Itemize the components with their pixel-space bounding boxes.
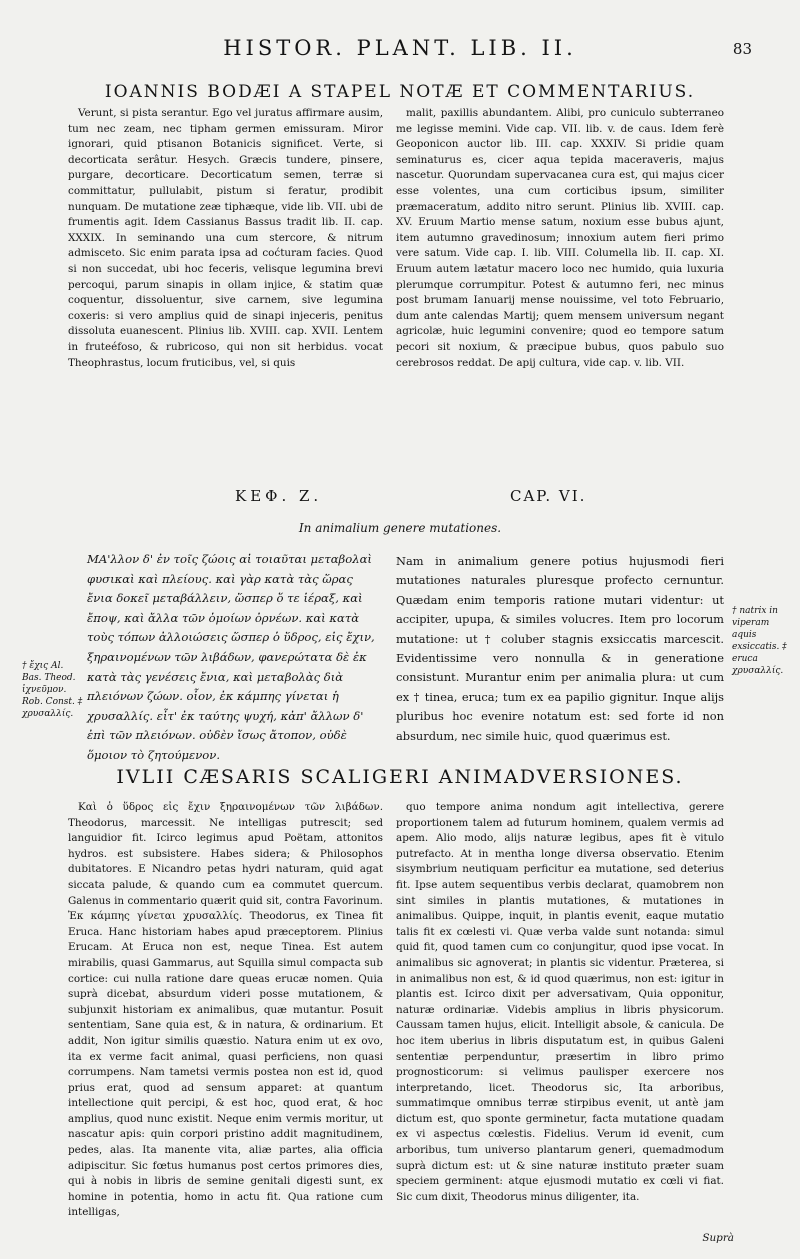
greek-text-block xyxy=(87,550,382,762)
commentary-left-column xyxy=(68,106,383,476)
latin-chapter-heading: CAP. VI. xyxy=(510,487,587,505)
scaliger-heading: IVLII CÆSARIS SCALIGERI ANIMADVERSIONES. xyxy=(116,766,684,788)
catchword: Suprà xyxy=(702,1232,734,1244)
greek-text: ΜΑ'λλον δ' ἐν τοῖς ζώοις αἱ τοιαῦται μεταβολαὶ φυσικαὶ καὶ πλείους. καὶ γὰρ κατὰ τὰς ὥρας ἔνια δοκεῖ μεταβάλλειν, ὥσπερ ὅ τε ἱέραξ, καὶ ἔποψ, καὶ ἄλλα τῶν ὁμοίων ὀρνέων. καὶ κατὰ τοὺς τόπων ἀλλοιώσεις ὥσπερ ὁ ὕδρος, εἰς ἔχιν, ξηραινομένων τῶν λιβάδων, φανερώτατα δὲ ἐκ κατὰ τὰς γενέσεις ἔνια, καὶ μεταβολὰς διὰ πλειόνων ζώων. οἷον, ἐκ κάμπης γίνεται ἡ χρυσαλλίς. εἶτ' ἐκ ταύτης ψυχή, κἀπ' ἄλλων δ' ἐπὶ τῶν πλειόνων. οὐδὲν ἴσως ἄτοπον, οὐδὲ ὅμοιον τὸ ζητούμενον. xyxy=(87,552,375,762)
scaliger-right-text: quo tempore anima nondum agit intellectiva, gerere proportionem talem ad futurum hominem, qualem vermis ad apem. Alio modo, alijs naturæ legibus, apes fit è vitulo putrefacto. At in mentha longe diversa observatio. Etenim sisymbrium neutiquam perficitur ea mutatione, sed deterius fit. Ipse autem sequentibus verbis declarat, quamobrem non sint similes in plantis mutationes, & mutationes in animalibus. Quippe, inquit, in plantis evenit, eaque mutatio talis fit ex cœlesti vi. Quæ verba valde sunt notanda: simul quid fit, quod tamen cum co conjungitur, quod ipse vocat. In animalibus sic agnoverat; in plantis sic videntur. Præterea, si in animalibus non est, & id quod quærimus, non est: igitur in plantis est. Icirco dixit per adversativam, Quia opponitur, naturæ ordinariæ. Videbis amplius in libris physicorum. Caussam tamen hujus, elicit. Intelligit absole, & canicula. De hoc item uberius in libris disputatum est, in quibus Galeni sententiæ perpenduntur, præsertim in libro primo prognosticorum: si velimus paulisper exercere nos interpretando, licet. Theodorus sic, Ita arboribus, summatimque omnibus terræ stirpibus evenit, ut antè jam dictum est, quo sponte germinetur, facta mutatione quadam ex vi aspectus cœlestis. Fidelius. Verum id evenit, cum arboribus, tum universo plantarum generi, quemadmodum suprà dictum est: ut & sine naturæ instituto præter suam speciem germinent: atque ejusmodi mutatio ex cœli vi fiat. Sic cum dixit, Theodorus minus diligenter, ita. xyxy=(396,801,724,1203)
latin-text-block xyxy=(396,552,724,752)
scaliger-left-column xyxy=(68,800,383,1228)
left-margin-note: † ἔχις Al. Bas. Theod. ἰχνεῦμον. Rob. Const. ‡ χρυσαλλίς. xyxy=(22,661,83,719)
commentary-heading: IOANNIS BODÆI A STAPEL NOTÆ ET COMMENTARIUS. xyxy=(104,82,696,102)
greek-chapter-heading: ΚΕΦ. Ζ. xyxy=(235,487,323,505)
chapter-subtitle: In animalium genere mutationes. xyxy=(298,521,502,535)
commentary-right-column xyxy=(396,106,724,476)
commentary-left-text: Verunt, si pista serantur. Ego vel juratus affirmare ausim, tum nec zeam, nec tipham germen emissuram. Miror ignorari, quid ptisanon Botanicis significet. Verte, si decorticata serâtur. Hesych. Græcis tundere, pinsere, purgare, decorticare. Decorticatum semen, terræ si committatur, pullulabit, pistum si feratur, prodibit nunquam. De mutatione zeæ tiphæque, vide lib. VII. ubi de frumentis agit. Idem Cassianus Bassus tradit lib. II. cap. XXXIX. In seminando una cum stercore, & nitrum admisceto. Sic enim parata ipsa ad coćturam facies. Quod si non succedat, ubi hoc feceris, velisque legumina brevi percoqui, parum sinapis in ollam injice, & statim quæ coquentur, dissoluentur, sive carnem, sive legumina coxeris: si vero amplius quid de sinapi injeceris, penitus dissoluta euanescent. Plinius lib. XVIII. cap. XVII. Lentem in fruteéfoso, & rubricoso, qui non sit herbidus. vocat Theophrastus, locum fruticibus, vel, si quis xyxy=(68,107,383,369)
commentary-right-text: malit, paxillis abundantem. Alibi, pro cuniculo subterraneo me legisse memini. Vide cap. VII. lib. v. de caus. Idem ferè Geoponicon auctor lib. III. cap. XXXIV. Si pridie quam seminaturus es, cicer aqua tepida maceraveris, majus nascetur. Quorundam supervacanea cura est, qui majus cicer esse volentes, una cum corticibus ipsum, similiter præmaceratum, addito nitro serunt. Plinius lib. XVIII. cap. XV. Eruum Martio mense satum, noxium esse bubus ajunt, item autumno gravedinosum; innoxium autem fieri primo vere satum. Vide cap. I. lib. VIII. Columella lib. II. cap. XI. Eruum autem lætatur macero loco nec humido, quia luxuria plerumque corrumpitur. Potest & autumno feri, nec minus post brumam Ianuarij mense nouissime, vel toto Februario, dum ante calendas Martij; quem mensem universum negant agricolæ, huic legumini convenire; quod eo tempore satum pecori sit noxium, & præcipue bubus, quos pabulo suo cerebrosos reddat. De apij cultura, vide cap. v. lib. VII. xyxy=(396,107,724,369)
running-title: HISTOR. PLANT. LIB. II. xyxy=(223,36,577,60)
scaliger-left-text: Kαὶ ὁ ὕδρος εἰς ἔχιν ξηραινομένων τῶν λιβάδων. Theodorus, marcessit. Ne intelligas putrescit; sed languidior fit. Icirco legimus apud Poëtam, attonitos hydros. est subsistere. Habes sidera; & Philosophos dubitatores. E Nicandro petas hydri naturam, quid agat siccata palude, & quando cum ea commutet quercum. Galenus in commentario quærit quid sit, contra Favorinum. Ἐκ κάμπης γίνεται χρυσαλλίς. Theodorus, ex Tinea fit Eruca. Hanc historiam habes apud præceptorem. Plinius Erucam. At Eruca non est, neque Tinea. Est autem mirabilis, quasi Gammarus, aut Squilla simul compacta sub cortice: cui nulla ratione dare queas erucæ nomen. Quia suprà dicebat, absurdum videri posse mutationem, & subjunxit historiam ex animalibus, quæ mutantur. Posuit sententiam, Sane quia est, & in natura, & ordinarium. Et addit, Non igitur similis quæstio. Natura enim ut ex ovo, ita ex verme facit animal, quasi perficiens, non quasi corrumpens. Nam tametsi vermis postea non est id, quod prius erat, quod ad sensum apparet: at quantum intellectione quit percipi, & est hoc, quod erat, & hoc amplius, quod nunc existit. Neque enim vermis moritur, ut nascatur apis: quin corpori pristino addit magnitudinem, pedes, alas. Ita manente vita, aliæ partes, alia officia adipiscitur. Sic fœtus humanus post certos primores dies, qui à nobis in libris de semine genitali digesti sunt, ex homine in potentia, homo in actu fit. Qua ratione cum intelligas, xyxy=(68,801,383,1219)
page-number: 83 xyxy=(732,40,752,58)
right-margin-note: † natrix in viperam aquis exsiccatis. ‡ eruca χρυσαλλίς. xyxy=(732,606,787,676)
scaliger-right-column xyxy=(396,800,724,1228)
latin-text: Nam in animalium genere potius hujusmodi fieri mutationes naturales pluresque profecto cernuntur. Quædam enim temporis ratione mutari videntur: ut accipiter, upupa, & similes volucres. Item pro locorum mutatione: ut † coluber stagnis exsiccatis marcescit. Evidentissime vero nonnulla & in generatione consistunt. Murantur enim per animalia plura: ut cum ex † tinea, eruca; tum ex ea papilio gignitur. Inque alijs pluribus hoc evenire notatum est: sed forte id non absurdum, nec simile huic, quod quærimus est. xyxy=(396,554,724,743)
